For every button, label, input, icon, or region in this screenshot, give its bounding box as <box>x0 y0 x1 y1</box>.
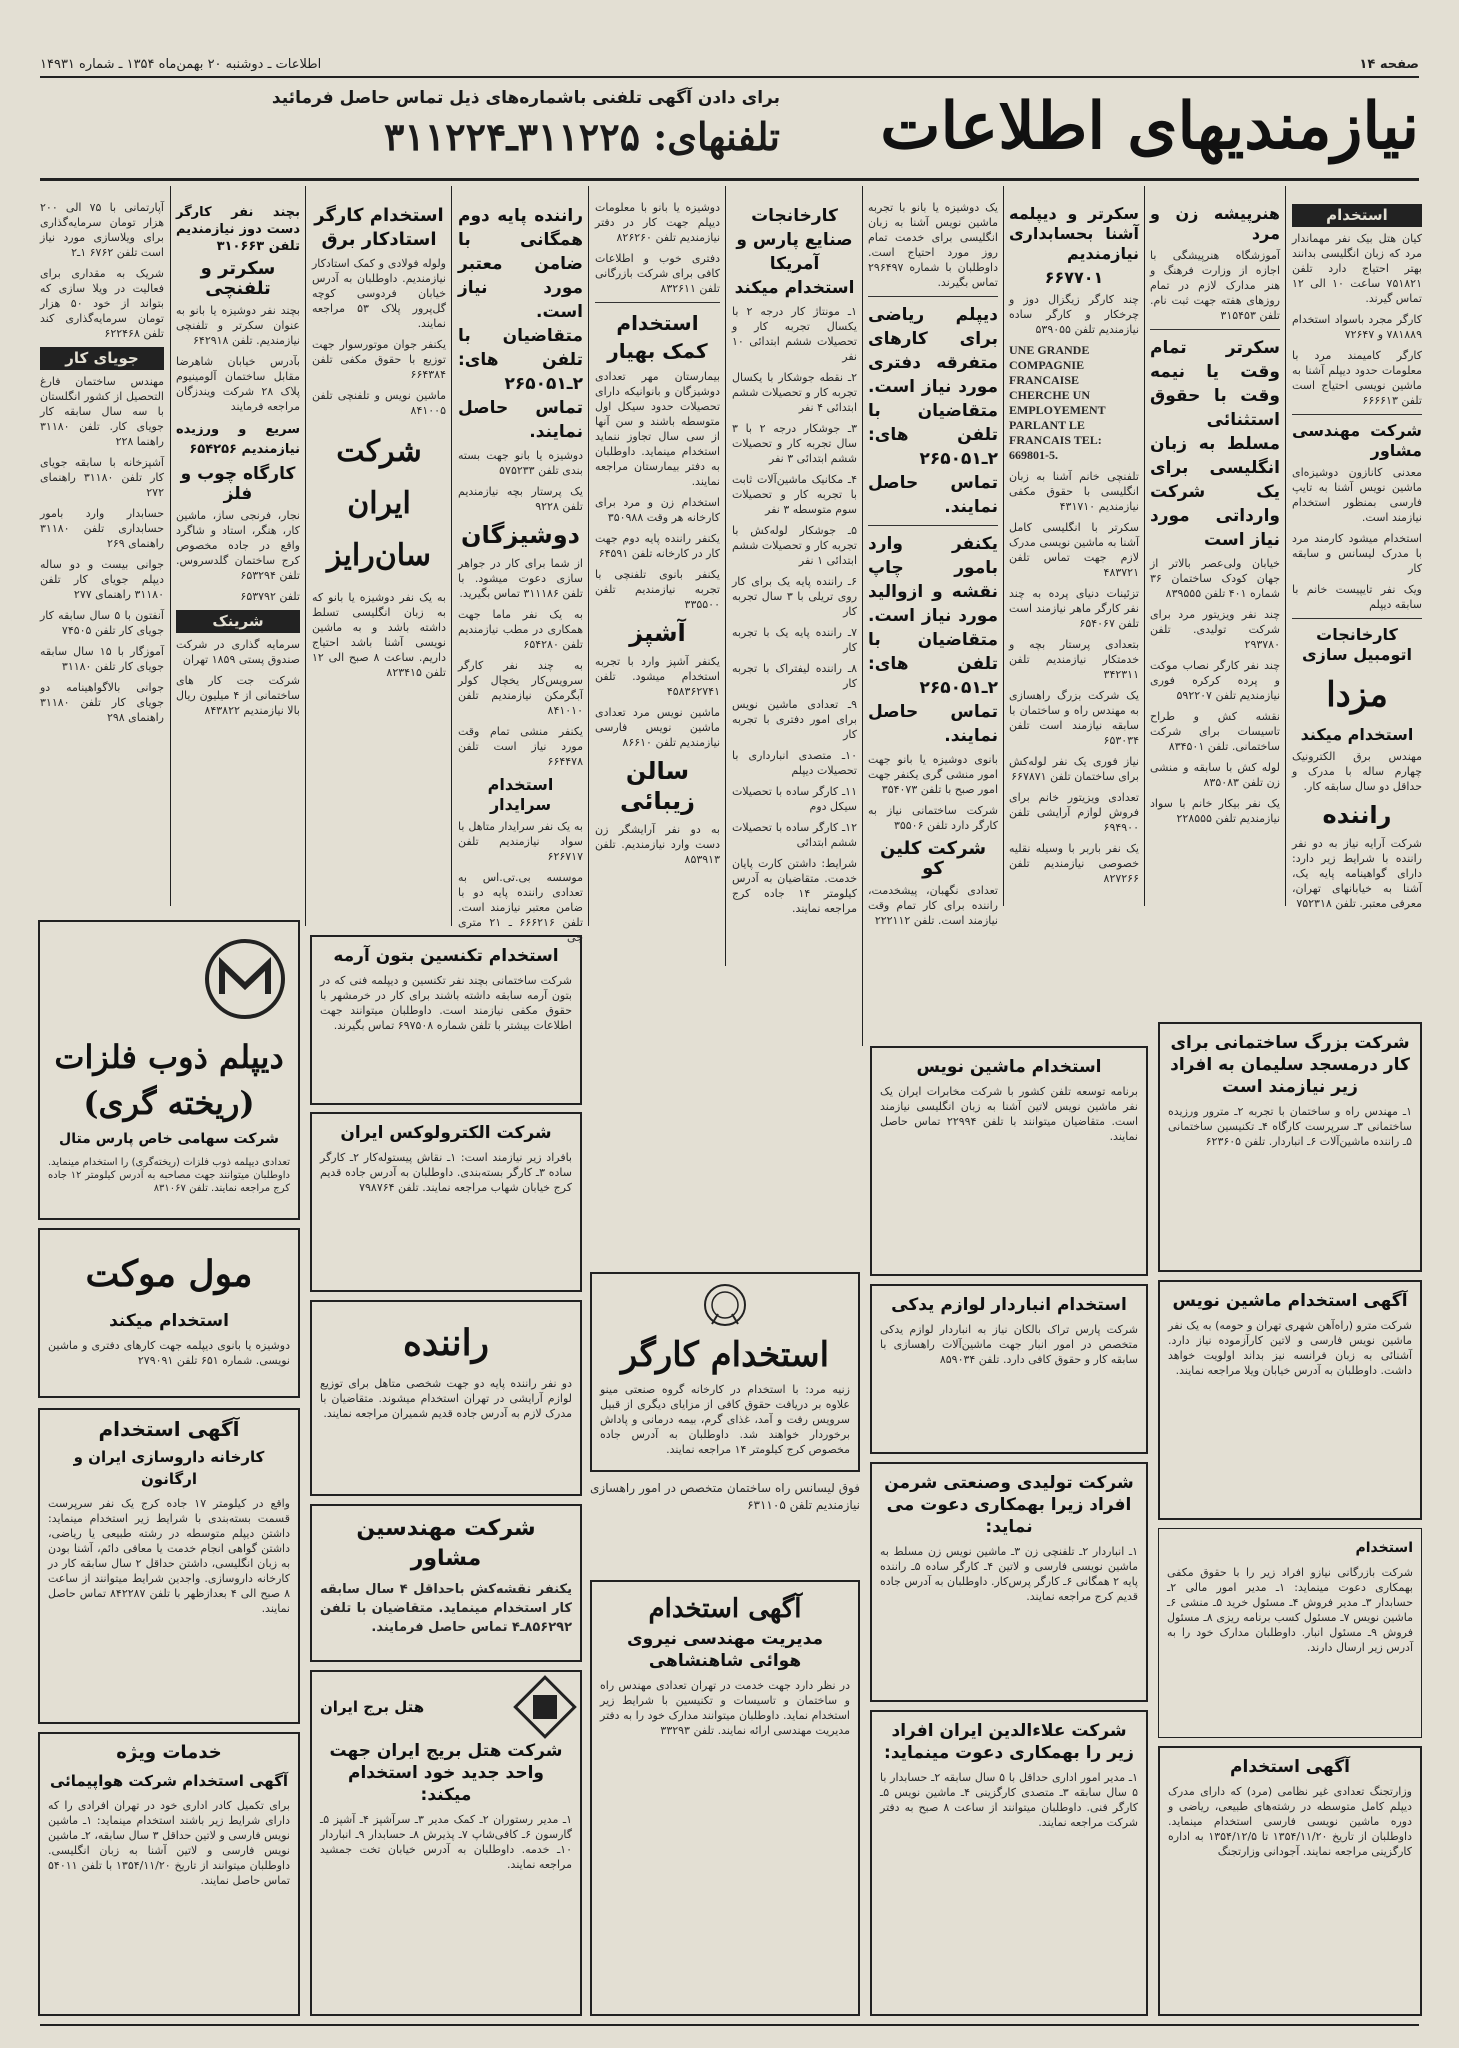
ad-title: استخدام تکنسین بتون آرمه <box>333 946 559 966</box>
ad-big: راننده پایه دوم همگانی با ضامن معتبر مورد نیاز است. متقاضیان با تلفن های: ۲ـ۲۶۵۰۵۱ تماس حاصل نمایند. <box>458 206 583 442</box>
ad-text: ماشین نویس مرد تعدادی ماشین نویس فارسی نیازمندیم تلفن ۸۶۶۱۰ <box>595 706 720 749</box>
ad-box-driver <box>310 1300 582 1496</box>
ad-heading: سکرتر و تلفنچی <box>200 258 276 299</box>
ad-title: شرکت تولیدی وصنعتی شرمن افراد زیرا بهمکاری دعوت می نماید: <box>884 1473 1134 1537</box>
ad-heading: سالن زیبائی <box>620 757 695 815</box>
ad-text: ۱۰ـ متصدی انبارداری با تحصیلات دیپلم <box>732 749 857 777</box>
ad-heading: شرکت مهندسی مشاور <box>1292 421 1422 460</box>
column-8 <box>312 200 446 930</box>
ad-text: یکنفر منشی تمام وقت مورد نیاز است تلفن ۶۶۴۴۷۸ <box>458 725 583 768</box>
column-9 <box>176 200 300 930</box>
ad-text: آموزشگاه هنرپیشگی با اجازه از وزارت فرهنگ و هنر مدارک لازم در تمام روزهای هفته جهت ثبت نام. تلفن ۳۱۵۴۵۳ <box>1150 249 1280 322</box>
ad-body: برنامه توسعه تلفن کشور با شرکت مخابرات ایران یک نفر ماشین نویس لاتین آشنا به زبان انگلیسی نیازمند است. متقاضیان میتوانند با تلفن ۲۲۹۹۴ تماس حاصل نمایند. <box>880 1085 1139 1143</box>
issue-line: اطلاعات ـ دوشنبه ۲۰ بهمن‌ماه ۱۳۵۴ ـ شماره ۱۴۹۳۱ <box>40 56 322 72</box>
ad-body: شرکت بازرگانی نیازو افراد زیر را با حقوق مکفی بهمکاری دعوت مینماید: ۱ـ مدیر امور مالی ۲ـ حسابدار ۳ـ مدیر فروش ۴ـ مسئول خرید ۵ـ منشی ۶ـ ماشین نویس ۷ـ مسئول کسب برنامه ریزی ۸ـ مسئول فروش ۹ـ مسئول انبار. داوطلبان مدارک خود را به آدرس زیر ارسال دارند. <box>1167 1566 1413 1654</box>
ad-body: وزارتجنگ تعدادی غیر نظامی (مرد) که دارای مدرک دیپلم کامل متوسطه در رشته‌های طبیعی، ریاضی و دوره ماشین نویسی فارسی استخدام مینماید. داوطلبان از تاریخ ۱۳۵۴/۱۱/۲۰ تا ۱۳۵۴/۱۲/۵ به اداره کارگزینی مراجعه نمایند. آجودانی وزارتجنگ <box>1168 1785 1412 1858</box>
ad-text: جوانی بالاگواهینامه دو جویای کار تلفن ۳۱۱۸۰ راهنمای ۲۹۸ <box>40 681 164 724</box>
ad-text: ۱ـ مونتاژ کار درجه ۲ با یکسال تجربه کار و تحصیلات ششم ابتدائی ۱۰ نفر <box>732 305 857 363</box>
ad-text: یک دوشیزه یا بانو با تجربه ماشین نویس آشنا به زبان انگلیسی برای خدمت تمام روز مورد احتیاج است. داوطلبان با شماره ۲۹۶۴۹۷ تماس بگیرند. <box>868 201 998 289</box>
ad-box-tolidi <box>870 1462 1148 1702</box>
ad-text: تلفن ۶۵۳۷۹۲ <box>240 590 300 603</box>
ad-title: مول موکت <box>85 1253 253 1295</box>
col-rule <box>588 186 589 926</box>
ad-box-havaee <box>590 1580 860 2016</box>
col-rule <box>1003 186 1004 906</box>
ad-heading: استخدام کمک بهیار <box>607 311 708 363</box>
ad-company: شرکت سهامی خاص پارس متال <box>59 1131 279 1147</box>
ad-text: تزئینات دنیای پرده به چند نفر کارگر ماهر نیازمند است تلفن ۶۵۴۰۶۷ <box>1009 587 1139 630</box>
ad-heading: آشپز <box>629 619 686 647</box>
ad-box-electrolux <box>310 1112 582 1292</box>
ad-title: آگهی استخدام ماشین نویس <box>1172 1291 1408 1311</box>
ad-text: ۹ـ تعدادی ماشین نویس برای امور دفتری با تجربه کار <box>732 698 857 741</box>
ad-text: استخدام زن و مرد برای کارخانه هر وقت ۳۵۰۹۸۸ <box>595 496 720 524</box>
ad-text: مهندس ساختمان فارغ التحصیل از کشور انگلستان با سه سال سابقه کار جویای کار. تلفن ۳۱۱۸۰ راهنما ۲۲۸ <box>40 375 164 448</box>
ad-text: دفتری خوب و اطلاعات کافی برای شرکت بازرگانی تلفن ۸۳۲۶۱۱ <box>595 252 720 295</box>
col-rule <box>1144 186 1145 906</box>
ad-text: چند نفر کارگر نصاب موکت و پرده کرکره فوری نیازمندیم تلفن ۵۹۲۲۰۷ <box>1150 659 1280 702</box>
ad-subtitle: آگهی استخدام شرکت هواپیمائی <box>49 1772 289 1790</box>
ad-text: نقشه کش و طراح تاسیسات برای شرکت ساختمانی. تلفن ۸۳۴۵۰۱ <box>1150 710 1280 753</box>
ad-text: آپارتمانی با ۷۵ الی ۲۰۰ هزار تومان سرمایه‌گذاری برای ویلاسازی مورد نیاز است تلفن ۶۷۶۲ ۱ـ۲ <box>40 201 164 259</box>
ad-body: دوشیزه یا بانوی دیپلمه جهت کارهای دفتری و ماشین نویسی. شماره ۶۵۱ تلفن ۲۷۹۰۹۱ <box>48 1339 290 1367</box>
ad-box-alaeddin <box>870 1710 1148 2016</box>
ad-title: شرکت هتل بریج ایران جهت واحد جدید خود استخدام میکند: <box>329 1741 563 1805</box>
ad-text: آشپزخانه با سابقه جویای کار تلفن ۳۱۱۸۰ راهنمای ۲۷۲ <box>40 456 164 499</box>
ad-text: سکرتر با انگلیسی کامل آشنا به ماشین نویسی مدرک لازم جهت تماس تلفن ۴۸۳۷۲۱ <box>1009 521 1139 579</box>
ad-text: شرکت جت کار های ساختمانی از ۴ میلیون ریال بالا نیازمندیم ۸۴۳۸۲۲ <box>176 674 300 717</box>
ad-title: استخدام <box>1355 1540 1413 1556</box>
footer-rule <box>40 2024 1419 2026</box>
ad-text: نجار، فرنجی ساز، ماشین کار، هنگر، استاد و شاگرد واقع در جاده مخصوص کرج ساختمان گلدسروس. تلفن ۶۵۳۲۹۴ <box>176 509 300 582</box>
ad-text: شرکت آرایه نیاز به دو نفر راننده با شرایط زیر دارد: دارای گواهینامه پایه یک، آشنا به خیابانهای تهران، معرفی معتبر. تلفن ۷۵۲۳۱۸ <box>1292 837 1422 910</box>
ad-text: ۸ـ راننده لیفتراک با تجربه کار <box>732 662 857 690</box>
column-4 <box>868 200 998 1020</box>
column-6 <box>595 200 720 970</box>
ad-title: آگهی استخدام <box>98 1417 240 1441</box>
ad-text: از شما برای کار در جواهر سازی دعوت میشود. با تلفن ۳۱۱۱۸۶ تماس بگیرید. <box>458 557 583 600</box>
ad-title: آگهی استخدام <box>1230 1757 1350 1777</box>
ad-text: به چند نفر کارگر سرویس‌کار یخچال کولر آبگرمکن نیازمندیم تلفن ۸۴۱۰۱۰ <box>458 659 583 717</box>
ad-body: تعدادی دیپلمه ذوب فلزات (ریخته‌گری) را استخدام مینماید. داوطلبان میتوانند جهت مصاحبه به آدرس کیلومتر ۱۲ جاده کرج مراجعه نمایند. تلفن ۸۳۱۰۶۷ <box>48 1157 290 1194</box>
ad-body: ۱ـ مهندس راه و ساختمان با تجربه ۲ـ مترور ورزیده ساختمانی ۳ـ سرپرست کارگاه ۴ـ تکنیسین ساختمانی ۵ـ راننده ماشین‌آلات ۶ـ انباردار. تلفن ۶۲۳۶۰۵ <box>1168 1105 1413 1148</box>
ad-text: شریک به مقداری برای فعالیت در ویلا سازی که بتواند از خود ۵۰ هزار تومان سرمایه‌گذاری کند تلفن ۶۲۲۴۶۸ <box>40 267 164 340</box>
ad-box-agahi1 <box>38 1408 300 1724</box>
section-tag-shirink: شرینک <box>176 610 300 633</box>
ad-text: به یک نفر سرایدار متاهل با سواد نیازمندیم تلفن ۶۲۶۷۱۷ <box>458 820 583 863</box>
ad-body: شرکت مترو (راه‌آهن شهری تهران و حومه) به یک نفر ماشین نویس فارسی و لاتین کارآزموده نیاز دارد. آشنائی به زبان فرانسه نیز بداند اولویت خواهد داشت. داوطلبان به آدرس خیابان ویلا مراجعه نمایند. <box>1168 1319 1412 1377</box>
ad-text: ۳ـ جوشکار درجه ۲ با ۳ سال تجربه کار و تحصیلات ششم ابتدائی ۳ نفر <box>732 422 858 465</box>
ad-text: موسسه بی.تی.اس به تعدادی راننده پایه دو با ضامن معتبر نیازمند است. تلفن ۶۶۶۲۱۶ ـ ۲۱ متری جی <box>458 871 584 944</box>
ad-text: بتعدادی پرستار بچه و خدمتکار نیازمندیم تلفن ۳۴۲۳۱۱ <box>1009 638 1139 681</box>
ad-title: شرکت مهندسین مشاور <box>356 1516 536 1571</box>
ad-box-pm <box>38 920 300 1220</box>
col-rule <box>305 186 306 926</box>
ad-text: جوانی بیست و دو ساله دیپلم جویای کار تلفن ۳۱۱۸۰ راهنمای ۲۷۷ <box>40 558 164 601</box>
mazda-title: مزدا <box>1326 675 1388 715</box>
masthead-rule <box>40 178 1419 181</box>
col-rule <box>725 186 726 966</box>
ad-box-moket <box>38 1228 300 1398</box>
ad-box-technician <box>310 935 582 1105</box>
ad-body: شرکت پارس تراک بالکان نیاز به انباردار لوازم یدکی متخصص در امور انبار جهت ماشین‌آلات راهسازی با سابقه کار و حقوق کافی دارد. تلفن ۸۵۹۰۳۴ <box>880 1323 1138 1366</box>
section-tag-jooyaye-kar: جویای کار <box>40 347 164 370</box>
ad-box-estekhdam <box>1158 1528 1422 1738</box>
ad-text: یک نفر باربر با وسیله نقلیه خصوصی نیازمندیم تلفن ۸۲۷۲۶۶ <box>1009 842 1139 885</box>
ad-body: دو نفر راننده پایه دو جهت شخصی متاهل برای توزیع لوازم آرایشی در تهران استخدام میشوند. متقاضیان با مدرک لازم به آدرس جاده قدیم شمیران مراجعه نمایند. <box>320 1377 572 1420</box>
ad-heading: بچند نفر کارگر دست دوز نیازمندیم تلفن ۳۱۰۶۶۳ <box>176 205 300 254</box>
ad-text: ولوله فولادی و کمک استادکار نیازمندیم. داوطلبان به آدرس خیابان فردوسی کوچه گل‌پرور پلاک ۵۳ مراجعه نمایند. <box>312 257 446 330</box>
ad-box-mohandes <box>310 1504 582 1662</box>
ad-text: تعدادی نگهبان، پیشخدمت، راننده برای کار تمام وقت نیازمند است. تلفن ۲۲۲۱۱۲ <box>868 884 998 927</box>
ad-heading: کارگاه چوب و فلز <box>180 464 296 504</box>
ad-text: حسابدار وارد بامور حسابداری تلفن ۳۱۱۸۰ راهنمای ۲۶۹ <box>40 507 164 550</box>
ad-text: ۱۱ـ کارگر ساده با تحصیلات سیکل دوم <box>732 785 857 813</box>
ad-text: لوله کش با سابقه و منشی زن تلفن ۸۳۵۰۸۳ <box>1150 761 1280 789</box>
ad-box-mashin2 <box>1158 1280 1422 1520</box>
ad-heading: سریع و ورزیده نیازمندیم ۶۵۴۲۵۶ <box>176 422 300 457</box>
ad-heading: استخدام کارگر استادکار برق <box>314 205 444 250</box>
ad-text: ۶ـ راننده پایه یک برای کار روی تریلی با ۳ سال تجربه کار <box>732 575 858 618</box>
ad-text: ویک نفر تایپیست خانم با سابقه دیپلم <box>1292 583 1422 611</box>
ad-phone: ۶۶۷۷۰۱ <box>1044 268 1104 287</box>
ad-text: نیاز فوری یک نفر لوله‌کش برای ساختمان تلفن ۶۶۷۸۷۱ <box>1009 755 1139 783</box>
col-rule <box>862 186 863 1046</box>
ad-text: آنفتون با ۵ سال سابقه کار جویای کار تلفن ۷۴۵۰۵ <box>40 609 164 637</box>
ad-text: تلفنچی خانم آشنا به زبان انگلیسی با حقوق مکفی نیازمندیم ۴۳۱۷۱۰ <box>1009 470 1139 513</box>
ad-box-agahi2 <box>1158 1746 1422 2016</box>
ad-text: به دو نفر آرایشگر زن دست وارد نیازمندیم. تلفن ۸۵۳۹۱۳ <box>595 823 720 866</box>
ad-big: یکنفر وارد بامور چاپ نقشه و ازوالید مورد نیاز است. متقاضیان با تلفن های: ۲ـ۲۶۵۰۵۱ تماس حاصل نمایند. <box>868 534 998 746</box>
ad-title: شرکت علاءالدین ایران افراد زیر را بهمکاری دعوت مینماید: <box>884 1721 1134 1763</box>
ad-text: معدنی کانازون دوشیزه‌ای ماشین نویس آشنا به تایپ فارسی بمنظور استخدام نیازمند است. <box>1292 466 1422 524</box>
minoo-seal-icon <box>702 1282 748 1328</box>
ad-body: ۱ـ انباردار ۲ـ تلفنچی زن ۳ـ ماشین نویس زن مسلط به ماشین نویسی فارسی و لاتین ۴ـ کارگر ساده ۵ـ راننده پایه ۲ همگانی ۶ـ کارگر پرس‌کار. داوطلبان به آدرس جاده قدیم کرج مراجعه نمایند. <box>880 1545 1138 1603</box>
ad-title: استخدام کارگر <box>620 1335 830 1375</box>
ad-heading: شرکت کلین کو <box>879 838 987 879</box>
ad-text: سرمایه گذاری در شرکت صندوق پستی ۱۸۵۹ تهران <box>176 638 300 666</box>
ad-box-khadamat <box>38 1732 300 2016</box>
ad-box-kargar <box>590 1272 860 1472</box>
ad-text: دوشیزه یا بانو جهت بسته بندی تلفن ۵۷۵۲۳۳ <box>458 449 583 477</box>
ad-text: به یک نفر دوشیزه یا بانو که به زبان انگلیسی تسلط داشته باشد و به ماشین نویسی آشنا باشد احتیاج داریم. ساعت ۸ صبح الی ۱۲ تلفن ۸۲۳۴۱۵ <box>312 591 446 679</box>
ad-text: یک پرستار بچه نیازمندیم تلفن ۹۲۲۸ <box>458 485 583 513</box>
ad-text: ۴ـ مکانیک ماشین‌آلات ثابت با تجربه کار و تحصیلات سوم متوسطه ۳ نفر <box>732 473 857 516</box>
ad-text: ۷ـ راننده پایه یک با تجربه کار <box>732 626 857 654</box>
col-rule <box>451 186 452 926</box>
masthead-title: نیازمندیهای اطلاعات <box>880 89 1419 164</box>
page-header-line <box>40 54 1419 74</box>
ad-title: خدمات ویژه <box>116 1742 222 1763</box>
ad-text: آموزگار با ۱۵ سال سابقه جویای کار تلفن ۳۱۱۸۰ <box>40 645 164 673</box>
sunrise-title: شرکت ایران سان‌رایز <box>326 434 432 573</box>
ad-text: چند کارگر زیگزال دوز و چرخکار و کارگر ساده نیازمندیم تلفن ۵۳۹۰۵۵ <box>1009 293 1139 336</box>
ad-heading: کارخانجات اتومبیل سازی <box>1302 625 1412 664</box>
ad-body: زنیه مرد: با استخدام در کارخانه گروه صنعتی مینو علاوه بر دریافت حقوق کافی از مزایای دیگری از قبیل سرویس رفت و آمد، غذای گرم، بیمه درمانی و پاداش برخوردار خواهند شد. داوطلبان به آدرس جاده مخصوص کرج کیلومتر ۱۴ مراجعه نمایند. <box>600 1383 850 1456</box>
ad-text: بآدرس خیابان شاهرضا مقابل ساختمان آلومینیوم پلاک ۲۸ شرکت ویندزگان مراجعه فرمایند <box>176 355 300 413</box>
ad-text: بیمارستان مهر تعدادی دوشیزگان و بانوانیکه دارای تحصیلات حدود سیکل اول متوسطه باشند و سن آنها از سی سال تجاوز ننماید استخدام مینماید. داوطلبان به دفتر بیمارستان مراجعه نمایند. <box>595 370 720 488</box>
driver-heading: راننده <box>1322 801 1392 829</box>
ad-text: ۱۲ـ کارگر ساده با تحصیلات ششم ابتدائی <box>732 821 857 849</box>
ad-heading: استخدام میکند <box>1300 725 1414 744</box>
column-1 <box>1292 200 1422 1000</box>
ad-text: کارگر مجرد باسواد استخدام ۷۸۱۸۸۹ و ۷۲۶۴۷ <box>1292 313 1422 341</box>
ad-body: ۱ـ مدیر امور اداری حداقل با ۵ سال سابقه ۲ـ حسابدار با ۵ سال سابقه ۳ـ متصدی کارگزینی ۴ـ ماشین نویس ۵ـ کارگر فنی. داوطلبان میتوانند از ساعت ۸ صبح به دفتر شرکت مراجعه نمایند. <box>880 1771 1138 1829</box>
ad-text: یکنفر آشپز وارد با تجربه استخدام میشود. تلفن ۴۵۸۳۶۲۷۴۱ <box>595 655 720 698</box>
ad-box-anbardar <box>870 1284 1148 1454</box>
ad-heading: دوشیزگان <box>460 521 580 549</box>
ad-body: یکنفر نقشه‌کش باحداقل ۴ سال سابقه کار استخدام مینماید. متقاضیان با تلفن ۸۵۶۲۹۲ـ۴ تماس حاصل فرمایند. <box>320 1582 572 1635</box>
ad-fogh <box>590 1480 860 1570</box>
ad-heading: کارخانجات صنایع پارس و آمریکا استخدام میکند <box>734 206 855 298</box>
ad-box-mashin <box>870 1046 1148 1276</box>
ad-text: چند نفر ویزیتور مرد برای شرکت تولیدی. تلفن ۲۹۳۷۸۰ <box>1150 608 1280 651</box>
ad-body: فوق لیسانس راه ساختمان متخصص در امور راهسازی نیازمندیم تلفن ۶۳۱۱۰۵ <box>590 1481 860 1512</box>
pars-metal-logo-icon <box>200 934 290 1024</box>
ad-title: آگهی استخدام <box>648 1594 802 1624</box>
ad-title: راننده <box>402 1322 490 1364</box>
ad-text: استخدام میشود کارمند مرد با مدرک لیسانس و سابقه کار <box>1292 532 1422 575</box>
ad-title: شرکت بزرگ ساختمانی برای کار درمسجد سلیمان به افراد زیر نیازمند است <box>1170 1033 1410 1097</box>
ad-box-hotel <box>310 1670 582 2016</box>
ad-body: بافراد زیر نیازمند است: ۱ـ نقاش پیستوله‌کار ۲ـ کارگر ساده ۳ـ کارگر بسته‌بندی. داوطلبان به آدرس جاده قدیم کرج خیابان شهاب مراجعه نمایند. تلفن ۷۹۸۷۶۴ <box>320 1151 572 1194</box>
ad-text: بچند نفر دوشیزه یا بانو به عنوان سکرتر و تلفنچی نیازمندیم. تلفن ۶۴۲۹۱۸ <box>176 304 300 347</box>
column-5 <box>732 200 857 1000</box>
header-rule <box>40 76 1419 78</box>
ad-body: شرکت ساختمانی بچند نفر تکنسین و دیپلمه فنی که در بتون آرمه سابقه داشته باشند برای کار در خرمشهر با حقوق مکفی نیازمند است. داوطلبان میتوانند جهت اطلاعات بیشتر با تلفن شماره ۶۹۷۵۰۸ تماس بگیرند. <box>320 974 572 1032</box>
column-3 <box>1009 200 1139 1000</box>
ad-text-french: UNE GRANDE COMPAGNIE FRANCAISE CHERCHE UN EMPLOYEMENT PARLANT LE FRANCAIS TEL: 669801-5. <box>1009 343 1106 462</box>
ad-title: استخدام ماشین نویس <box>916 1057 1102 1077</box>
ad-text: ۲ـ نقطه جوشکار با یکسال تجربه کار و تحصیلات ششم ابتدائی ۴ نفر <box>732 371 857 414</box>
ad-text: ۵ـ جوشکار لوله‌کش با تجربه کار و تحصیلات ششم ابتدائی ۱ نفر <box>732 524 857 567</box>
column-7 <box>458 200 584 944</box>
phone-box <box>80 88 780 159</box>
ad-title: استخدام انباردار لوازم یدکی <box>891 1295 1127 1315</box>
ad-text: یک شرکت بزرگ راهسازی به مهندس راه و ساختمان با سابقه نیازمند است تلفن ۶۵۳۰۳۴ <box>1009 689 1139 747</box>
phone-instruction: برای دادن آگهی تلفنی باشماره‌های ذیل تماس حاصل فرمائید <box>271 88 780 108</box>
col-rule <box>170 186 171 906</box>
hotel-brand: هتل برج ایران <box>320 1698 425 1716</box>
ad-text: خیابان ولی‌عصر بالاتر از جهان کودک ساختمان ۳۶ شماره ۴۰۱ تلفن ۸۳۹۵۵۵ <box>1150 557 1280 600</box>
hotel-logo-icon <box>518 1680 572 1734</box>
ad-text: مهندس برق الکترونیک چهارم ساله با مدرک و حداقل دو سال سابقه کار. <box>1292 750 1422 793</box>
column-2 <box>1150 200 1280 1000</box>
ad-text: دوشیزه یا بانو با معلومات دیپلم جهت کار در دفتر نیازمندیم تلفن ۸۲۶۲۶۰ <box>595 201 720 244</box>
page-number: صفحه ۱۴ <box>1359 56 1419 72</box>
ad-body: در نظر دارد جهت خدمت در تهران تعدادی مهندس راه و ساختمان و تاسیسات و تکنیسین با شرایط زیر استخدام نماید. داوطلبان میتوانند مدارک خود را به دفتر مدیریت مهندسی ارائه نمایند. تلفن ۳۳۲۹۳ <box>600 1679 850 1737</box>
ad-body: ۱ـ مدیر رستوران ۲ـ کمک مدیر ۳ـ سرآشپز ۴ـ آشپز ۵ـ گارسون ۶ـ کافی‌شاپ ۷ـ پذیرش ۸ـ حسابدار ۹ـ انباردار ۱۰ـ خدمه. داوطلبان به آدرس خیابان تخت جمشید مراجعه نمایند. <box>320 1813 572 1871</box>
ad-heading: سکرتر و دیپلمه آشنا بحسابداری نیازمندیم <box>1009 204 1139 263</box>
ad-subtitle: استخدام میکند <box>109 1311 229 1331</box>
col-rule <box>1285 186 1286 906</box>
ad-title: شرکت الکترولوکس ایران <box>340 1123 552 1143</box>
ad-text: کارگر کامیمند مرد با معلومات حدود دیپلم آشنا به ماشین نویسی احتیاج است تلفن ۶۶۶۶۱۳ <box>1292 349 1422 407</box>
ad-text: یکنفر راننده پایه دوم جهت کار در کارخانه تلفن ۶۴۵۹۱ <box>595 532 720 560</box>
ad-text: یکنفر بانوی تلفنچی با تجربه نیازمندیم تلفن ۳۳۵۵۰۰ <box>595 568 720 611</box>
ad-text: یک نفر بیکار خانم با سواد نیازمندیم تلفن ۲۲۸۵۵۵ <box>1150 797 1280 825</box>
ad-body: برای تکمیل کادر اداری خود در تهران افرادی را که دارای شرایط زیر باشند استخدام مینماید: ۱ـ ماشین نویس فارسی و لاتین حداقل ۳ سال سابقه، ۲ـ ماشین نویس فارسی و لاتین آشنا به زبان انگلیسی. داوطلبان میتوانند از تاریخ ۱۳۵۴/۱۱/۲۰ با تلفن ۵۴۰۱۱ تماس حاصل نمایند. <box>48 1799 291 1887</box>
ad-box-bozorg <box>1158 1022 1422 1272</box>
ad-heading: هنرپیشه زن و مرد <box>1150 204 1280 243</box>
ad-text: بانوی دوشیزه یا بانو جهت امور منشی گری یکنفر جهت امور صبح با تلفن ۳۵۴۰۷۳ <box>868 753 998 796</box>
ad-text: کیان هتل بیک نفر مهماندار مرد که زبان انگلیسی بدانند بهتر احتیاج دارد تلفن ۷۵۱۸۲۱ ساعت ۱۰ الی ۱۲ تماس گیرند. <box>1292 232 1422 305</box>
ad-text: به یک نفر ماما جهت همکاری در مطب نیازمندیم تلفن ۶۵۴۲۸۰ <box>458 608 583 651</box>
ad-title: دیپلم ذوب فلزات (ریخته گری) <box>54 1038 284 1122</box>
ad-subtitle: مدیریت مهندسی نیروی هوائی شاهنشاهی <box>627 1629 823 1671</box>
column-10 <box>40 200 164 920</box>
phone-numbers: تلفنهای: ۳۱۱۲۲۵ـ۳۱۱۲۲۴ <box>383 114 780 159</box>
ad-subtitle: کارخانه داروسازی ایران و ارگانون <box>73 1448 265 1488</box>
ad-body: واقع در کیلومتر ۱۷ جاده کرج یک نفر سرپرست قسمت بسته‌بندی با شرایط زیر استخدام مینماید: داشتن دیپلم متوسطه در رشته طبیعی یا ریاضی، داشتن گواهی انجام خدمت یا معافی دائم، آشنا بودن به زبان انگلیسی، داشتن حداقل ۲ سال سابقه کار در کارخانه داروسازی. واجدین شرایط میتوانند از ساعت ۸ صبح الی ۴ بعدازظهر با تلفن ۸۴۲۲۸۷ تماس حاصل نمایند. <box>48 1497 291 1615</box>
ad-text: تعدادی ویزیتور خانم برای فروش لوازم آرایشی تلفن ۶۹۴۹۰۰ <box>1009 791 1139 834</box>
section-tag-estekhdam: استخدام <box>1292 204 1422 227</box>
ad-text: شرکت ساختمانی نیاز به کارگر دارد تلفن ۳۵۵۰۶ <box>868 804 998 832</box>
ad-big: دیپلم ریاضی برای کارهای متفرقه دفتری مورد نیاز است. متقاضیان با تلفن های: ۲ـ۲۶۵۰۵۱ تماس حاصل نمایند. <box>868 305 998 517</box>
ad-big: سکرتر تمام وقت یا نیمه وقت با حقوق استثنائی مسلط به زبان انگلیسی برای یک شرکت وارداتی مورد نیاز است <box>1150 338 1280 550</box>
ad-text: شرایط: داشتن کارت پایان خدمت. متقاضیان به آدرس کیلومتر ۱۴ جاده کرج مراجعه نمایند. <box>732 857 857 915</box>
ad-heading: استخدام سرایدار <box>487 775 554 814</box>
ad-text: ماشین نویس و تلفنچی تلفن ۸۴۱۰۰۵ <box>312 389 446 417</box>
ad-text: یکنفر جوان موتورسوار جهت توزیع با حقوق مکفی تلفن ۶۶۴۳۸۴ <box>312 338 446 381</box>
